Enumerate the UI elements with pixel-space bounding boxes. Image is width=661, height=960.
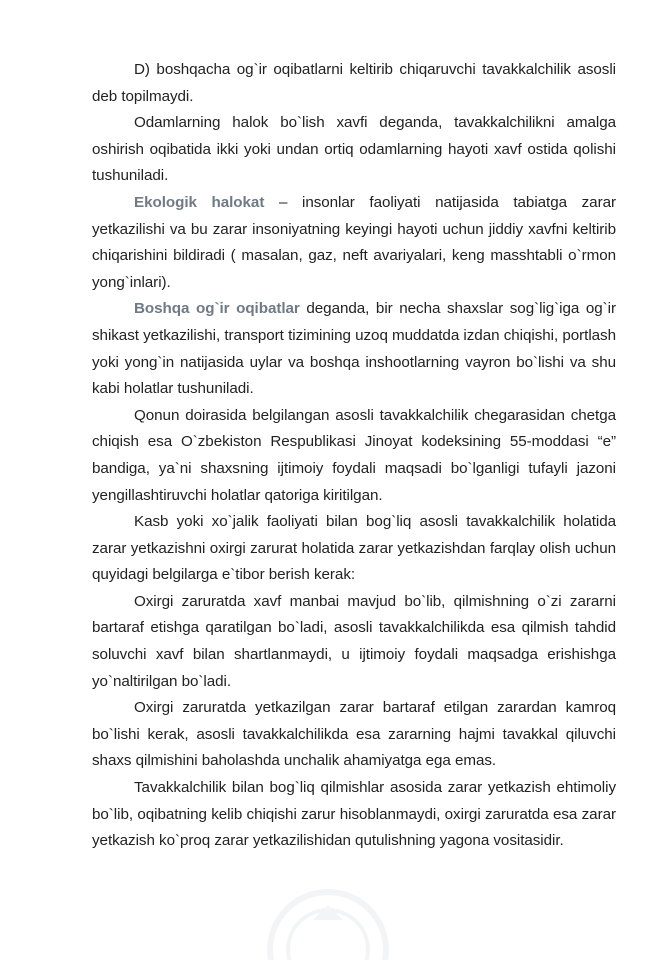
- paragraph-4: [92, 296, 616, 402]
- document-body: [92, 57, 616, 855]
- paragraph-2: [92, 110, 616, 190]
- paragraph-4-term: Boshqa og`ir oqibatlar: [134, 300, 300, 318]
- paragraph-4-text: deganda, bir necha shaxslar sog`lig`iga og`ir shikast yetkazilishi, transport tizimining uzoq muddatda izdan chiqishi, portlash yoki yong`in natijasida uylar va boshqa inshootlarning vayron bo`lishi va shu kabi holatlar tushuniladi.: [92, 300, 617, 398]
- paragraph-5-text: Qonun doirasida belgilangan asosli tavakkalchilik chegarasidan chetga chiqish esa O`zbekiston Respublikasi Jinoyat kodeksining 55-moddasi “e” bandiga, ya`ni shaxsning ijtimoiy foydali maqsadi bo`lganligi tufayli jazoni yengillashtiruvchi holatlar qatoriga kiritilgan.: [92, 406, 616, 504]
- paragraph-9-text: Tavakkalchilik bilan bog`liq qilmishlar asosida zarar yetkazish ehtimoliy bo`lib, oqibatning kelib chiqishi zarur hisoblanmaydi, oxirgi zaruratda esa zarar yetkazish ko`proq zarar yetkazilishidan qutulishning yagona vositasidir.: [92, 779, 616, 850]
- paragraph-3: [92, 190, 616, 296]
- paragraph-3-term: Ekologik halokat: [134, 193, 265, 211]
- paragraph-1-text: D) boshqacha og`ir oqibatlarni keltirib chiqaruvchi tavakkalchilik asosli deb topilmaydi.: [92, 61, 616, 105]
- paragraph-1: [92, 57, 616, 110]
- paragraph-7: [92, 589, 616, 695]
- paragraph-3-text: – insonlar faoliyati natijasida tabiatga zarar yetkazilishi va bu zarar insoniyatning keyingi hayoti uchun jiddiy xavfni keltirib chiqarishini bildiradi ( masalan, gaz, neft avariyalari, keng masshtabli o`rmon yong`inlari).: [92, 193, 616, 291]
- paragraph-8-text: Oxirgi zaruratda yetkazilgan zarar bartaraf etilgan zarardan kamroq bo`lishi kerak, asosli tavakkalchilikda esa zararning hajmi tavakkal qiluvchi shaxs qilmishini baholashda unchalik ahamiyatga ega emas.: [92, 699, 616, 770]
- paragraph-9: [92, 775, 616, 855]
- watermark-logo: [203, 880, 453, 960]
- paragraph-8: [92, 695, 616, 775]
- paragraph-6: [92, 509, 616, 589]
- paragraph-2-text: Odamlarning halok bo`lish xavfi deganda, tavakkalchilikni amalga oshirish oqibatida ikki yoki undan ortiq odamlarning hayoti xavf ostida qolishi tushuniladi.: [92, 114, 616, 185]
- paragraph-6-text: Kasb yoki xo`jalik faoliyati bilan bog`liq asosli tavakkalchilik holatida zarar yetkazishni oxirgi zarurat holatida zarar yetkazishdan farqlay olish uchun quyidagi belgilarga e`tibor berish kerak:: [92, 513, 616, 584]
- paragraph-7-text: Oxirgi zaruratda xavf manbai mavjud bo`lib, qilmishning o`zi zararni bartaraf etishga qaratilgan bo`ladi, asosli tavakkalchilikda esa qilmish tahdid soluvchi xavf bilan shartlanmaydi, u ijtimoiy foydali maqsadga erishishga yo`naltirilgan bo`ladi.: [92, 592, 616, 690]
- paragraph-5: [92, 403, 616, 509]
